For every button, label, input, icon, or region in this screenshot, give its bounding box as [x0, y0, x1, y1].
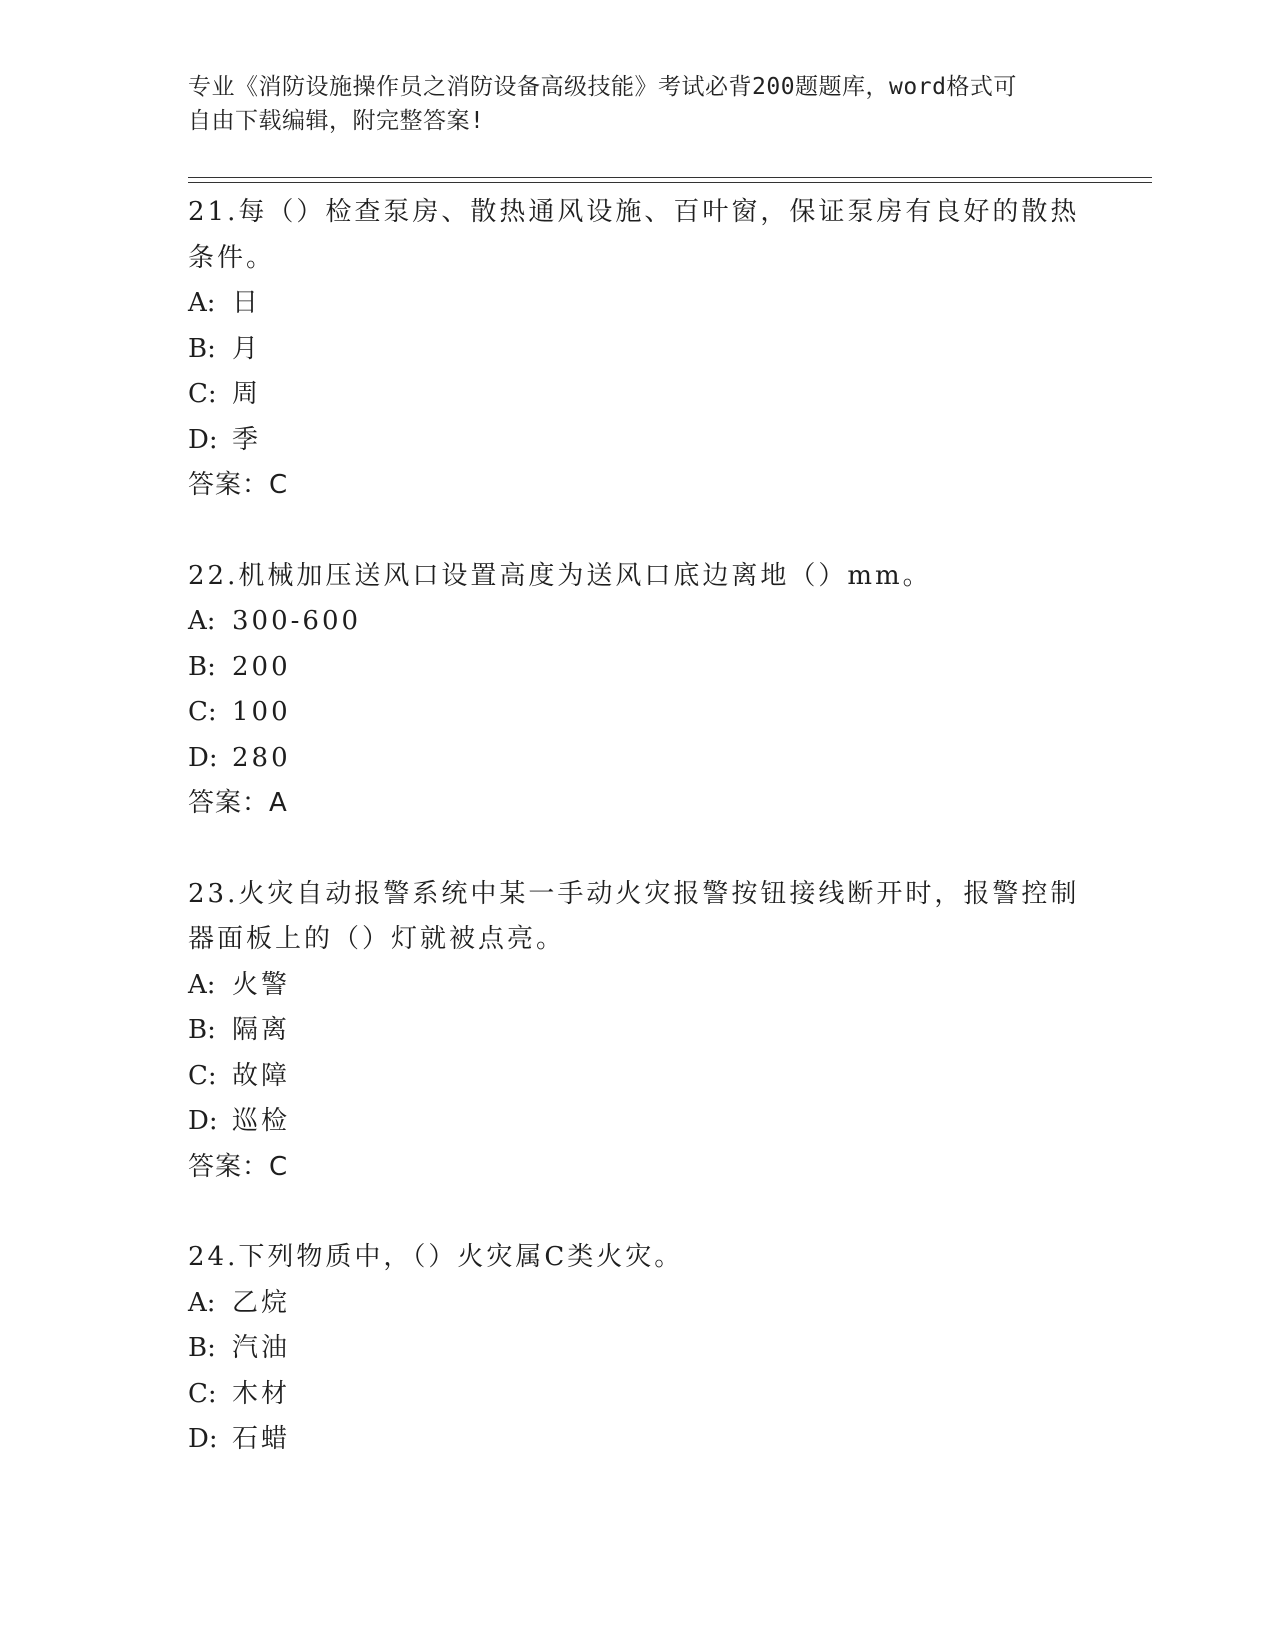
option-label: C: [188, 1060, 217, 1091]
option-c [188, 1054, 1088, 1100]
option-d [188, 1417, 1088, 1463]
option-text: 汽油 [232, 1333, 291, 1363]
option-label: B: [188, 333, 216, 364]
question-text: 条件。 [188, 242, 276, 273]
option-text: 月 [232, 333, 262, 364]
header-divider-bottom [188, 182, 1152, 183]
spacer [188, 827, 1088, 872]
spacer [188, 1190, 1088, 1235]
option-b [188, 645, 1088, 691]
option-label: D: [188, 1106, 218, 1136]
question-text: 22.机械加压送风口设置高度为送风口底边离地（）mm。 [188, 560, 932, 591]
option-b [188, 327, 1088, 373]
answer: 答案：C [188, 1151, 289, 1182]
question-21 [188, 190, 1088, 509]
option-label: D: [188, 742, 218, 773]
option-label: A: [188, 969, 216, 1000]
option-label: A: [188, 1287, 216, 1318]
option-text: 200 [232, 651, 291, 682]
option-text: 乙烷 [232, 1287, 291, 1318]
option-label: D: [188, 424, 218, 455]
option-label: A: [188, 288, 216, 318]
option-b [188, 1008, 1088, 1054]
header-line-1: 专业《消防设施操作员之消防设备高级技能》考试必背200题题库，word格式可 [188, 74, 1017, 100]
option-text: 日 [232, 288, 262, 318]
question-24 [188, 1235, 1088, 1463]
document-header [188, 70, 1068, 138]
option-c [188, 1372, 1088, 1418]
option-text: 300-600 [232, 606, 362, 636]
option-text: 季 [232, 424, 262, 455]
option-text: 巡检 [232, 1106, 291, 1136]
option-label: D: [188, 1424, 218, 1454]
question-text: 23.火灾自动报警系统中某一手动火灾报警按钮接线断开时，报警控制 [188, 878, 1080, 909]
answer: 答案：A [188, 788, 288, 818]
option-label: C: [188, 1378, 217, 1409]
option-a [188, 1281, 1088, 1327]
option-b [188, 1326, 1088, 1372]
question-list [188, 190, 1088, 1463]
option-text: 石蜡 [232, 1424, 291, 1454]
option-a [188, 281, 1088, 327]
option-d [188, 418, 1088, 464]
option-a [188, 599, 1088, 645]
option-text: 故障 [232, 1060, 291, 1091]
option-label: B: [188, 1333, 216, 1363]
option-c [188, 690, 1088, 736]
option-text: 100 [232, 697, 291, 727]
header-line-2: 自由下载编辑，附完整答案! [188, 108, 485, 134]
option-a [188, 963, 1088, 1009]
option-text: 木材 [232, 1378, 291, 1409]
spacer [188, 509, 1088, 554]
option-label: A: [188, 606, 216, 636]
option-text: 火警 [232, 969, 291, 1000]
question-22 [188, 554, 1088, 827]
option-d [188, 736, 1088, 782]
question-text: 21.每（）检查泵房、散热通风设施、百叶窗，保证泵房有良好的散热 [188, 197, 1080, 227]
header-divider-top [188, 177, 1152, 178]
option-c [188, 372, 1088, 418]
option-label: B: [188, 1015, 216, 1045]
option-text: 隔离 [232, 1015, 291, 1045]
option-text: 280 [232, 742, 291, 773]
answer: 答案：C [188, 470, 289, 500]
question-text: 24.下列物质中，（）火灾属C类火灾。 [188, 1242, 684, 1272]
option-d [188, 1099, 1088, 1145]
question-23 [188, 872, 1088, 1191]
option-label: B: [188, 651, 216, 682]
option-label: C: [188, 379, 217, 409]
question-text: 器面板上的（）灯就被点亮。 [188, 924, 566, 954]
option-label: C: [188, 697, 217, 727]
option-text: 周 [232, 379, 262, 409]
